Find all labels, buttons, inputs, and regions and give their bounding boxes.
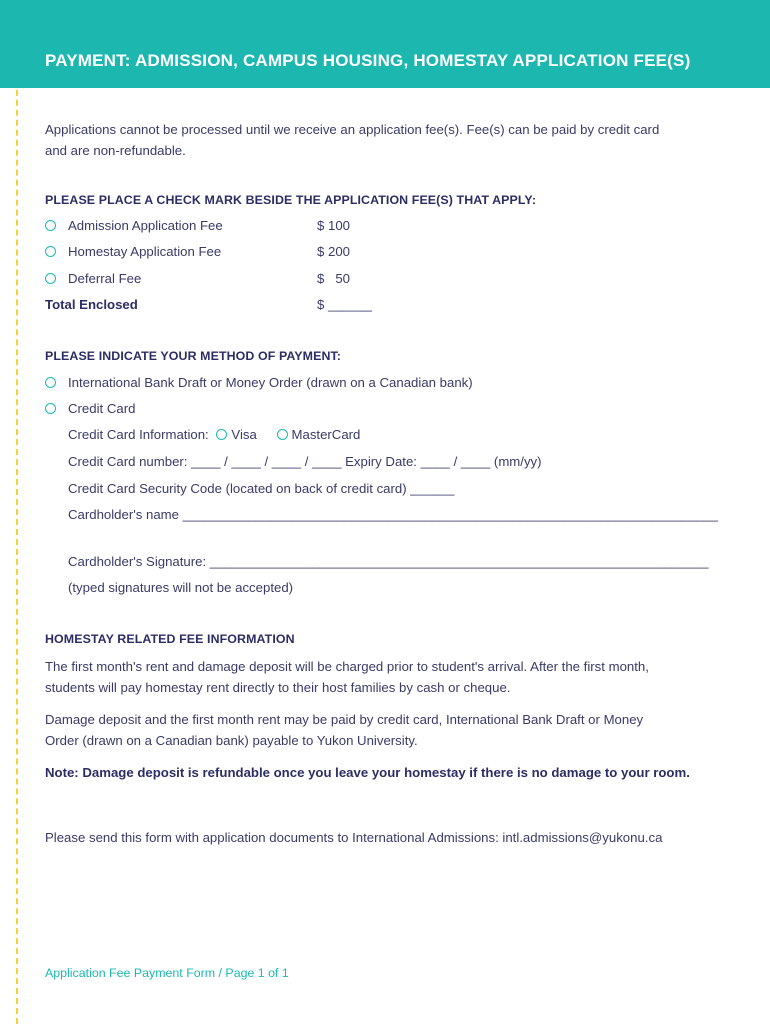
- send-instructions: Please send this form with application documents to International Admissions: intl.admissions@yukonu.ca: [45, 830, 663, 845]
- homestay-heading: HOMESTAY RELATED FEE INFORMATION: [45, 632, 295, 646]
- fee-amount: $ 200: [317, 244, 351, 259]
- security-code-field[interactable]: Credit Card Security Code (located on back of credit card) ______: [68, 481, 455, 496]
- homestay-p1-line-1: The first month's rent and damage deposit will be charged prior to student's arrival. After the first month,: [45, 659, 649, 674]
- card-info-row: [68, 427, 360, 442]
- visa-radio[interactable]: [216, 429, 227, 440]
- card-info-label: Credit Card Information:: [68, 427, 209, 442]
- page-title: PAYMENT: ADMISSION, CAMPUS HOUSING, HOMESTAY APPLICATION FEE(S): [45, 51, 691, 70]
- homestay-fee-radio[interactable]: [45, 246, 56, 257]
- admission-fee-radio[interactable]: [45, 220, 56, 231]
- intro-line-1: Applications cannot be processed until we receive an application fee(s). Fee(s) can be paid by credit card: [45, 122, 660, 137]
- fee-label: Deferral Fee: [68, 271, 142, 286]
- credit-card-label: Credit Card: [68, 401, 136, 416]
- fee-label: Admission Application Fee: [68, 218, 223, 233]
- total-enclosed-field[interactable]: $ ______: [317, 297, 373, 312]
- cardholder-name-field[interactable]: Cardholder's name _________________________________________________________________________: [68, 507, 719, 522]
- deferral-fee-radio[interactable]: [45, 273, 56, 284]
- visa-label: Visa: [231, 427, 257, 442]
- fees-heading: PLEASE PLACE A CHECK MARK BESIDE THE APPLICATION FEE(S) THAT APPLY:: [45, 193, 537, 207]
- mastercard-radio[interactable]: [277, 429, 288, 440]
- homestay-p2-line-1: Damage deposit and the first month rent may be paid by credit card, International Bank Draft or Money: [45, 712, 644, 727]
- signature-note: (typed signatures will not be accepted): [68, 580, 294, 595]
- margin-dash-line: [16, 0, 18, 1024]
- bank-draft-label: International Bank Draft or Money Order (drawn on a Canadian bank): [68, 375, 473, 390]
- header-band: [0, 0, 770, 88]
- payment-heading: PLEASE INDICATE YOUR METHOD OF PAYMENT:: [45, 349, 342, 363]
- card-number-field[interactable]: Credit Card number: ____ / ____ / ____ / ____ Expiry Date: ____ / ____ (mm/yy): [68, 454, 542, 469]
- damage-deposit-note: Note: Damage deposit is refundable once you leave your homestay if there is no damage to your room.: [45, 765, 690, 780]
- intro-line-2: and are non-refundable.: [45, 143, 186, 158]
- total-enclosed-label: Total Enclosed: [45, 297, 138, 312]
- bank-draft-radio[interactable]: [45, 377, 56, 388]
- homestay-p2-line-2: Order (drawn on a Canadian bank) payable to Yukon University.: [45, 733, 418, 748]
- homestay-p1-line-2: students will pay homestay rent directly to their host families by cash or cheque.: [45, 680, 511, 695]
- mastercard-label: MasterCard: [291, 427, 361, 442]
- fee-label: Homestay Application Fee: [68, 244, 222, 259]
- signature-field[interactable]: Cardholder's Signature: ____________________________________________________________________: [68, 554, 709, 569]
- fee-amount: $ 100: [317, 218, 351, 233]
- page-footer: Application Fee Payment Form / Page 1 of 1: [45, 966, 289, 980]
- fee-amount: $ 50: [317, 271, 350, 286]
- credit-card-radio[interactable]: [45, 403, 56, 414]
